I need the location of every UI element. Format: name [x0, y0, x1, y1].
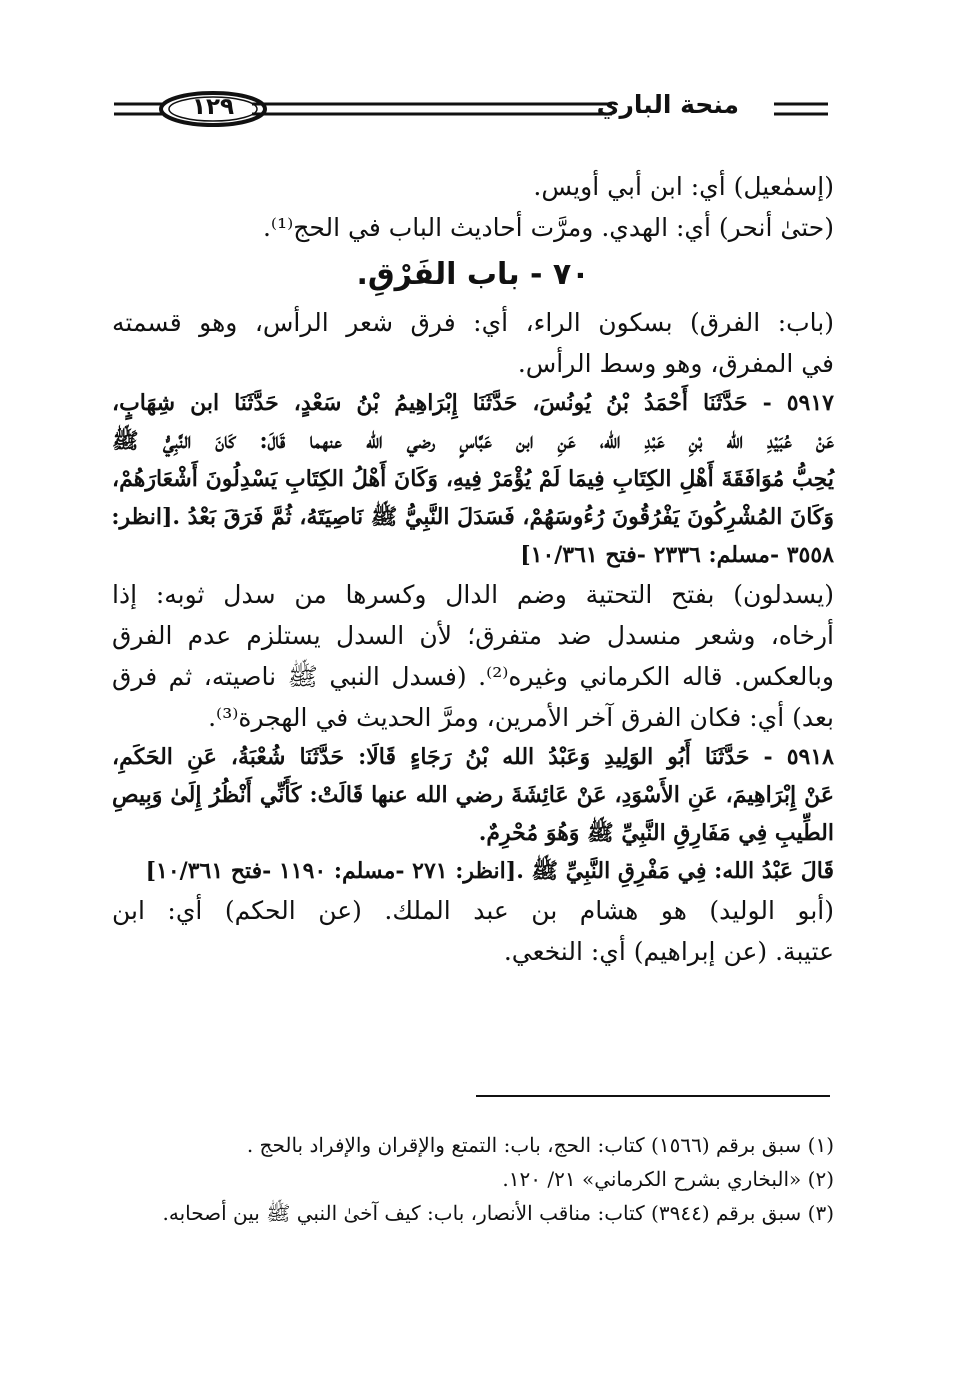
footnote: (٢) «البخاري بشرح الكرماني» ٢١/ ١٢٠.: [502, 1167, 834, 1191]
commentary-line: في المفرق، وهو وسط الرأس.: [517, 349, 834, 378]
book-title: منحة الباري: [596, 90, 739, 119]
hadith-line: الطِّيبِ فِي مَفَارِقِ النَّبِيِّ ﷺ وَهُوَ مُحْرِمٌ.: [478, 820, 834, 846]
commentary-line: (يسدلون) بفتح التحتية وضم الدال وكسرها من سدل ثوبه: إذا: [112, 580, 834, 609]
footnote: (٣) سبق برقم (٣٩٤٤) كتاب: مناقب الأنصار، باب: كيف آخىٰ النبي ﷺ بين أصحابه.: [162, 1201, 834, 1225]
commentary-line: بعد) أي: فكان الفرق آخر الأمرين، ومرَّ الحديث في الهجرة⁽³⁾.: [208, 703, 834, 732]
commentary-line: (إسمٰعيل) أي: ابن أبي أويس.: [533, 172, 834, 201]
commentary-line: (باب: الفرق) بسكون الراء، أي: فرق شعر الرأس، وهو قسمته: [112, 308, 834, 337]
hadith-line: عَنْ عُبَيْدِ الله بْنِ عَبْدِ الله، عَنِ ابن عَبَّاسٍ رضي الله عنهما قَالَ: كَانَ النَّبِيُّ ﷺ: [112, 428, 834, 454]
hadith-line: عَنْ إِبْرَاهِيمَ، عَنِ الأَسْوَدِ، عَنْ عَائِشَةَ رضي الله عنها قَالَتْ: كَأَنِّي أَنْظُرُ إِلَىٰ وَبِيصِ: [112, 782, 834, 808]
commentary-line: عتيبة. (عن إبراهيم) أي: النخعي.: [503, 937, 834, 966]
footnote: (١) سبق برقم (١٥٦٦) كتاب: الحج، باب: التمتع والإقران والإفراد بالحج .: [246, 1133, 834, 1157]
commentary-line: (حتىٰ أنحر) أي: الهدي. ومرَّت أحاديث الباب في الحج⁽¹⁾.: [262, 213, 834, 242]
commentary-line: (أبو الوليد) هو هشام بن عبد الملك. (عن الحكم) أي: ابن: [112, 896, 834, 925]
footnotes: [112, 1128, 834, 1230]
main-text: [112, 166, 834, 972]
hadith-line: وَكَانَ المُشْرِكُونَ يَفْرُقُونَ رُءُوسَهُمْ، فَسَدَلَ النَّبِيُّ ﷺ نَاصِيَتَهُ، ثُمَّ فَرَقَ بَعْدُ .[انظر:: [111, 504, 834, 530]
hadith-reference: قَالَ عَبْدُ الله: فِي مَفْرِقِ النَّبِيِّ ﷺ .[انظر: ٢٧١ -مسلم: ١١٩٠ -فتح ١٠/٣٦١]: [145, 858, 834, 884]
hadith-line: ٥٩١٧ - حَدَّثَنَا أَحْمَدُ بْنُ يُونُسَ، حَدَّثَنَا إِبْرَاهِيمُ بْنُ سَعْدٍ، حَدَّثَنَا ابن شِهَابٍ،: [112, 390, 834, 416]
footnote-divider: [476, 1095, 830, 1097]
hadith-line: يُحِبُّ مُوَافَقَةَ أَهْلِ الكِتَابِ فِيمَا لَمْ يُؤْمَرْ فِيهِ، وَكَانَ أَهْلُ الكِتَابِ يَسْدِلُونَ أَشْعَارَهُمْ،: [112, 466, 834, 492]
chapter-heading: ٧٠ - باب الفَرْقِ.: [356, 257, 590, 292]
commentary-line: أرخاه، وشعر منسدل ضد متفرق؛ لأن السدل يستلزم عدم الفرق: [112, 621, 834, 650]
page-header: [112, 90, 834, 130]
hadith-line: ٥٩١٨ - حَدَّثَنَا أَبُو الوَلِيدِ وَعَبْدُ الله بْنُ رَجَاءٍ قَالَا: حَدَّثَنَا شُعْبَةُ، عَنِ الحَكَمِ،: [112, 744, 834, 770]
commentary-line: وبالعكس. قاله الكرماني وغيره⁽²⁾. (فسدل النبي ﷺ ناصيته، ثم فرق: [112, 662, 834, 691]
page-number: ١٢٩: [191, 94, 235, 120]
hadith-reference: ٣٥٥٨ -مسلم: ٢٣٣٦ -فتح ١٠/٣٦١]: [520, 542, 834, 568]
